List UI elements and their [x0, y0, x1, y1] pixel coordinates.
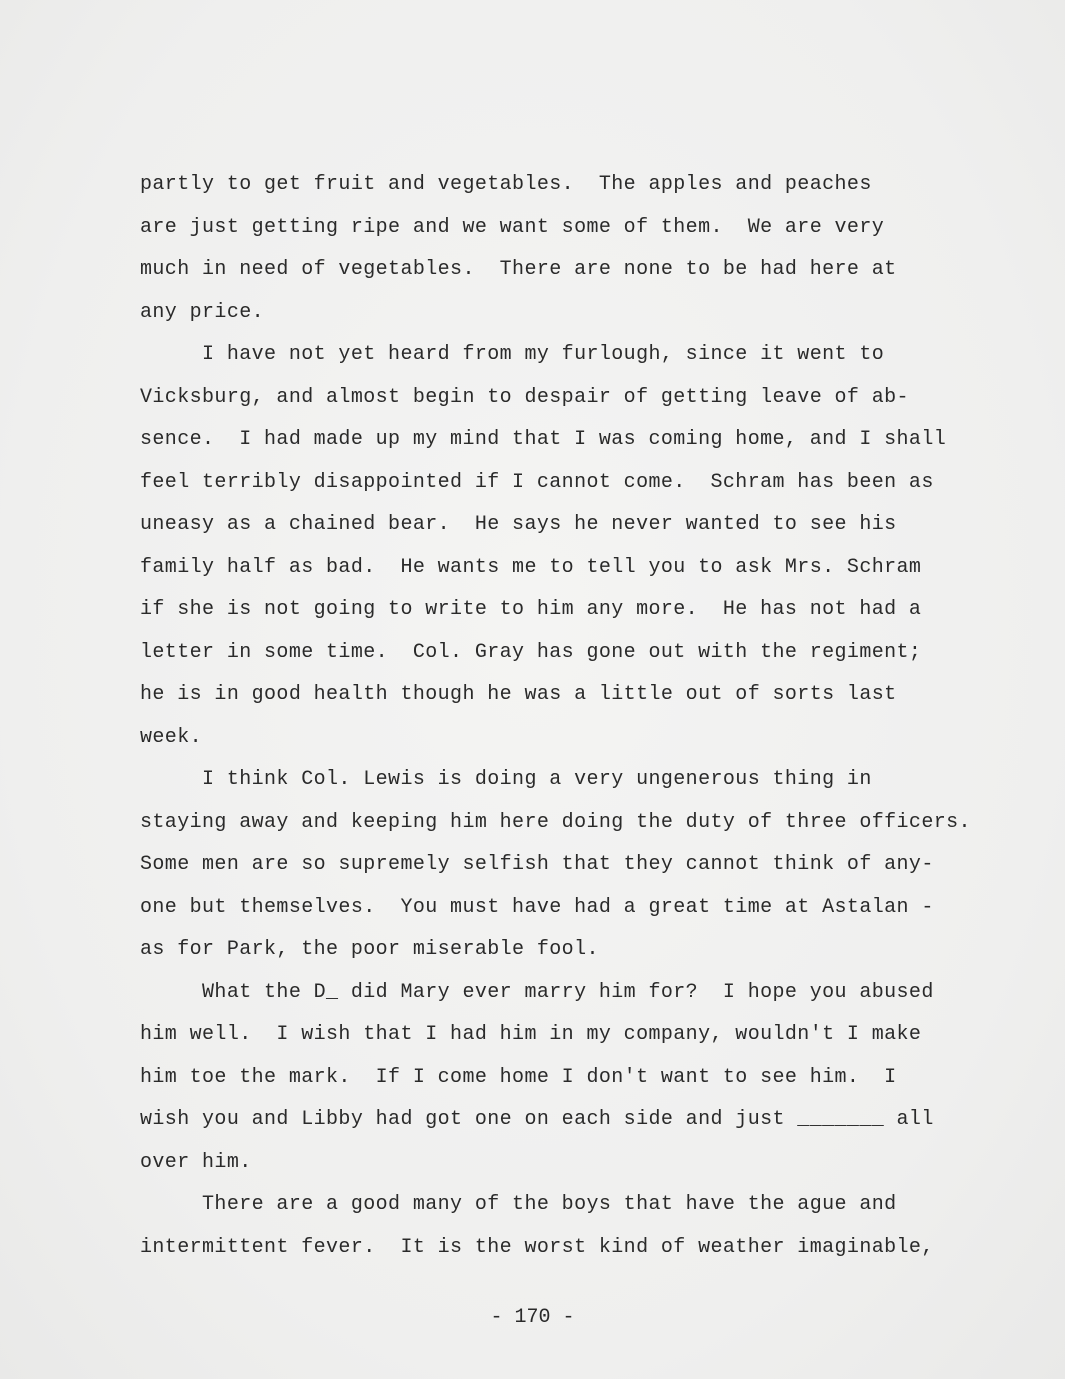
text-line: are just getting ripe and we want some of them. We are very — [140, 215, 885, 239]
text-line: family half as bad. He wants me to tell you to ask Mrs. Schram — [140, 555, 922, 579]
text-line: Some men are so supremely selfish that they cannot think of any- — [140, 853, 934, 876]
text-line: him toe the mark. If I come home I don't want to see him. I — [140, 1065, 897, 1089]
text-line: he is in good health though he was a little out of sorts last — [140, 683, 897, 706]
text-line: if she is not going to write to him any more. He has not had a — [140, 598, 922, 621]
text-line: any price. — [140, 300, 265, 324]
text-line: intermittent fever. It is the worst kind of weather imaginable, — [140, 1235, 934, 1259]
text-line: There are a good many of the boys that have the ague and — [140, 1193, 897, 1216]
text-line: I think Col. Lewis is doing a very ungenerous thing in — [140, 768, 872, 791]
text-line: I have not yet heard from my furlough, since it went to — [140, 343, 885, 366]
text-line: uneasy as a chained bear. He says he never wanted to see his — [140, 513, 897, 536]
text-line: partly to get fruit and vegetables. The apples and peaches — [140, 173, 872, 196]
text-line: over him. — [140, 1150, 252, 1174]
text-line: much in need of vegetables. There are none to be had here at — [140, 258, 897, 281]
text-line: sence. I had made up my mind that I was coming home, and I shall — [140, 428, 947, 451]
letter-body — [140, 168, 1040, 1273]
page-number: - 170 - — [490, 1306, 575, 1329]
text-line: staying away and keeping him here doing the duty of three officers. — [140, 810, 971, 834]
text-line: as for Park, the poor miserable fool. — [140, 938, 599, 961]
text-line: week. — [140, 725, 203, 749]
text-line: feel terribly disappointed if I cannot come. Schram has been as — [140, 470, 934, 494]
text-line: wish you and Libby had got one on each side and just _______ all — [140, 1108, 934, 1131]
text-line: him well. I wish that I had him in my company, wouldn't I make — [140, 1023, 922, 1046]
text-line: letter in some time. Col. Gray has gone out with the regiment; — [140, 640, 922, 664]
text-line: one but themselves. You must have had a great time at Astalan - — [140, 895, 934, 919]
text-line: What the D_ did Mary ever marry him for? I hope you abused — [140, 980, 934, 1004]
text-line: Vicksburg, and almost begin to despair of getting leave of ab- — [140, 385, 909, 409]
